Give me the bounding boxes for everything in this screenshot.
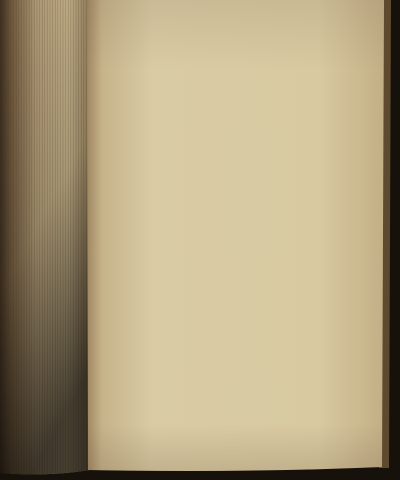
printed-page-shading [87, 0, 384, 471]
page-stack-shadow [0, 0, 92, 474]
